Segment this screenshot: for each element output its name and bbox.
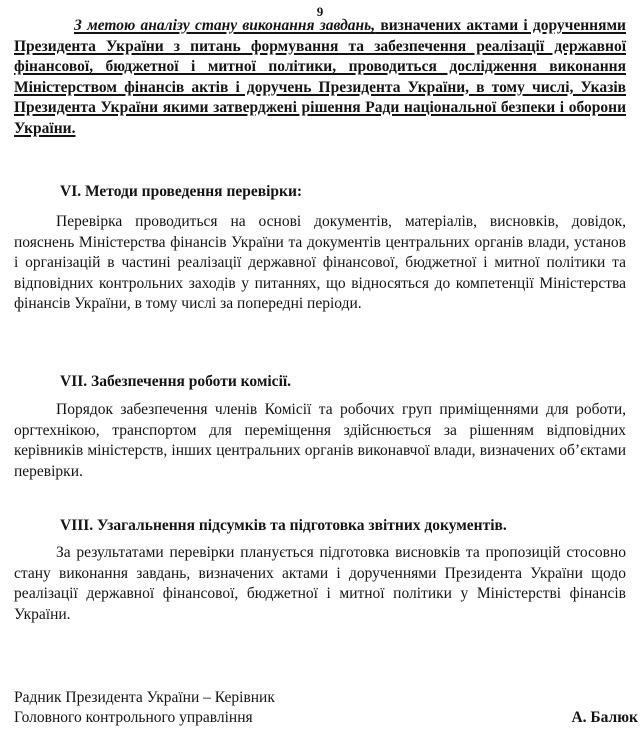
intro-lead: З метою аналізу стану виконання завдань, <box>74 17 376 34</box>
section-6-body: Перевірка проводиться на основі документів, матеріалів, висновків, довідок, пояснень Міністерства фінансів України та документів центральних органів влади, установ і організацій в частині реалізації державної фінансової, бюджетної і митної політики та відповідних контрольних заходів у питаннях, що відносяться до компетенції Міністерства фінансів України, в тому числі за попередні періоди. <box>14 213 626 312</box>
section-6-heading: VI. Методи проведення перевірки: <box>60 183 303 200</box>
intro-text: визначених актами і дорученнями Президента України з питань формування та забезпечення реалізації державної фінансової, бюджетної і митної політики, проводиться дослідження виконання Міністерством фінансів актів і доручень Президента України, в тому числі, Указів Президента України якими затверджені рішення Ради національної безпеки і оборони України. <box>14 17 626 137</box>
page-number: 9 <box>316 4 324 19</box>
intro-paragraph <box>14 16 626 139</box>
section-7-heading: VII. Забезпечення роботи комісії. <box>60 373 292 390</box>
section-8-body: За результатами перевірки планується підготовка висновків та пропозицій стосовно стану виконання завдань, визначених актами і дорученнями Президента України щодо реалізації державної фінансової, бюджетної і митної політики у Міністерстві фінансів України. <box>14 544 626 623</box>
signatory-name: А. Балюк <box>571 709 638 726</box>
signatory-position-line-2: Головного контрольного управління <box>14 709 253 726</box>
signatory-position-line-1: Радник Президента України – Керівник <box>14 689 275 706</box>
section-8-heading: VIII. Узагальнення підсумків та підготовка звітних документів. <box>60 517 507 534</box>
signatory-position <box>14 688 275 728</box>
section-7-body: Порядок забезпечення членів Комісії та робочих груп приміщеннями для роботи, оргтехнікою, транспортом для переміщення здійснюється за рішенням відповідних керівників міністерств, інших центральних органів виконавчої влади, визначених об’єктами перевірки. <box>14 401 626 480</box>
